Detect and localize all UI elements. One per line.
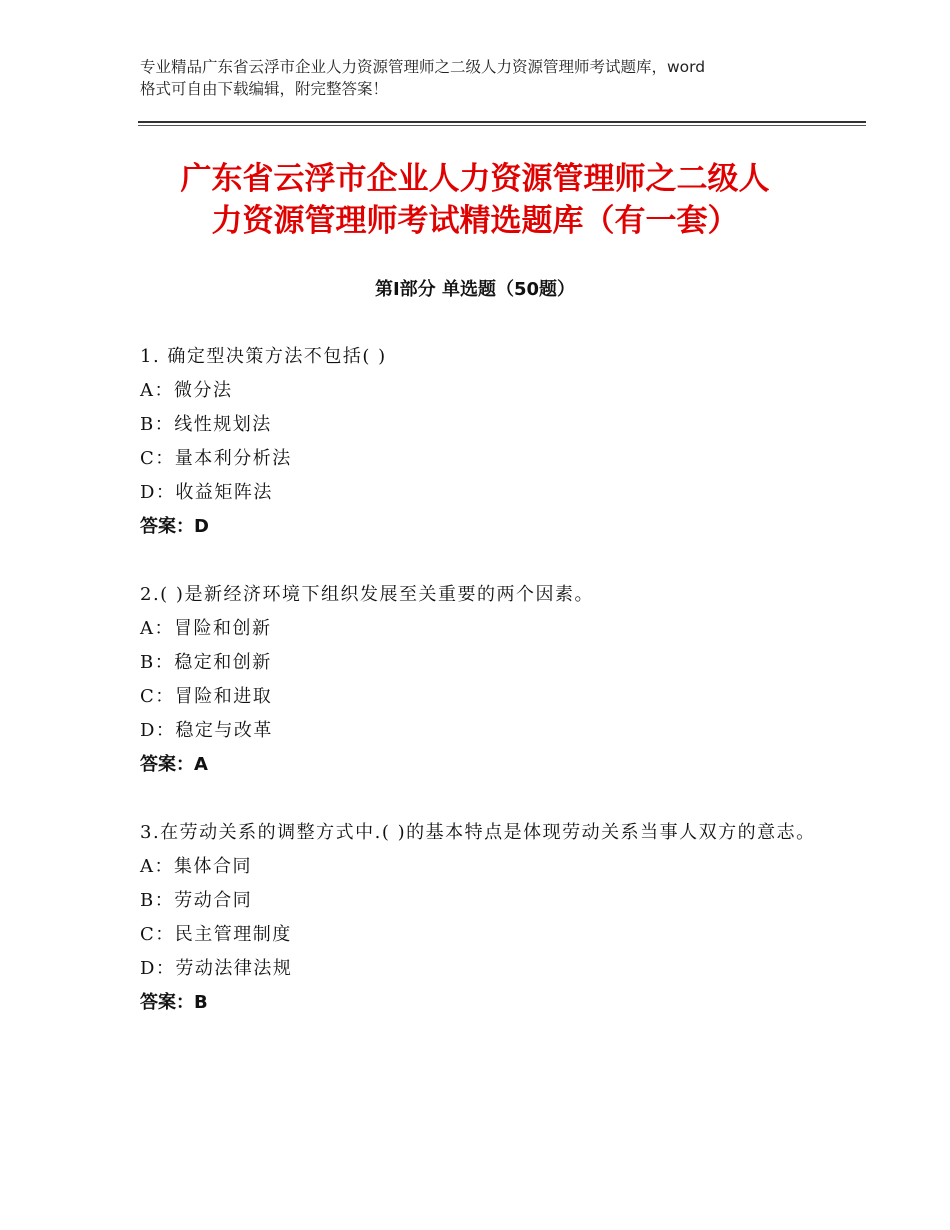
question-stem: 3.在劳动关系的调整方式中.( )的基本特点是体现劳动关系当事人双方的意志。 xyxy=(140,822,816,843)
question-stem: 1. 确定型决策方法不包括( ) xyxy=(140,346,387,367)
option-a: A：集体合同 xyxy=(140,856,252,877)
option-d: D：收益矩阵法 xyxy=(140,482,273,503)
document-title-line-2: 力资源管理师考试精选题库（有一套） xyxy=(211,203,739,239)
option-c: C：冒险和进取 xyxy=(140,686,273,707)
header-divider-thick xyxy=(138,121,866,123)
header-divider-thin xyxy=(138,125,866,126)
option-d: D：稳定与改革 xyxy=(140,720,273,741)
answer-key: 答案：A xyxy=(140,754,208,775)
document-title xyxy=(120,158,830,242)
option-a: A：冒险和创新 xyxy=(140,618,272,639)
option-a: A：微分法 xyxy=(140,380,233,401)
section-heading: 第Ⅰ部分 单选题（50题） xyxy=(374,279,575,300)
header-note xyxy=(140,56,840,100)
option-c: C：量本利分析法 xyxy=(140,448,292,469)
question-list xyxy=(140,340,820,1054)
answer-key: 答案：B xyxy=(140,992,208,1013)
answer-key: 答案：D xyxy=(140,516,209,537)
option-b: B：稳定和创新 xyxy=(140,652,272,673)
option-b: B：劳动合同 xyxy=(140,890,253,911)
question-3 xyxy=(140,816,820,1020)
header-note-line-2: 格式可自由下载编辑，附完整答案！ xyxy=(140,80,389,98)
option-d: D：劳动法律法规 xyxy=(140,958,293,979)
question-1 xyxy=(140,340,820,544)
option-c: C：民主管理制度 xyxy=(140,924,292,945)
option-b: B：线性规划法 xyxy=(140,414,272,435)
question-stem: 2.( )是新经济环境下组织发展至关重要的两个因素。 xyxy=(140,584,594,605)
document-title-line-1: 广东省云浮市企业人力资源管理师之二级人 xyxy=(180,161,770,197)
question-2 xyxy=(140,578,820,782)
header-note-line-1: 专业精品广东省云浮市企业人力资源管理师之二级人力资源管理师考试题库，word xyxy=(140,58,706,76)
